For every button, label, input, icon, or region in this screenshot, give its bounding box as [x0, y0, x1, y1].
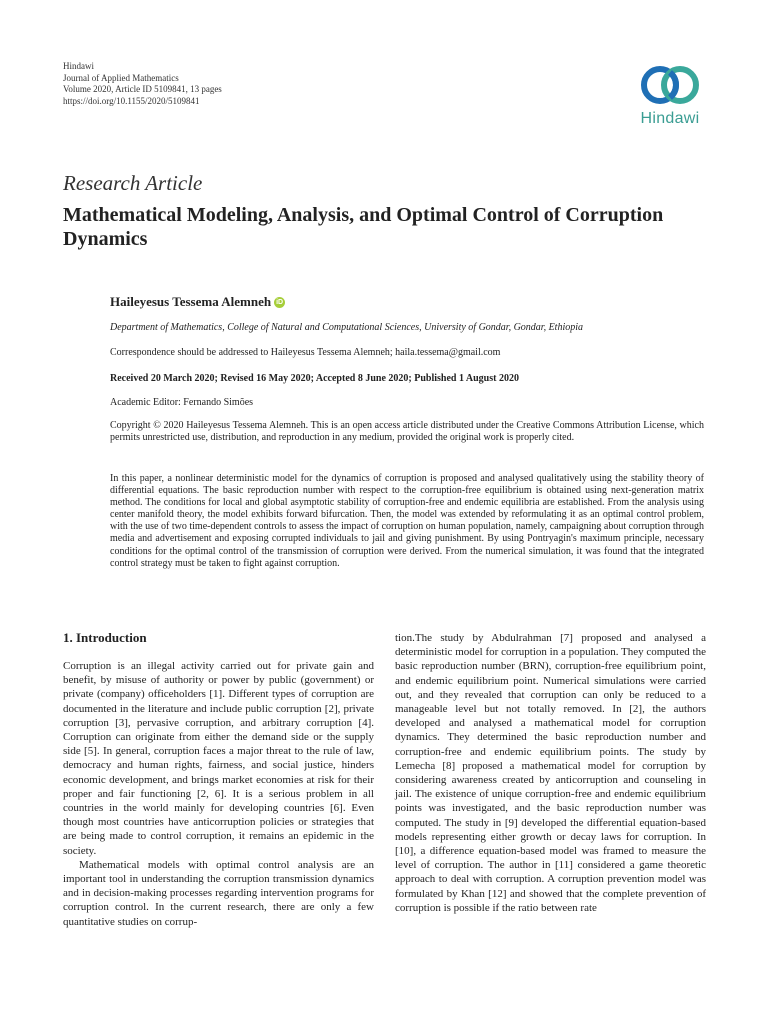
section-heading: 1. Introduction [63, 630, 147, 645]
author-line [110, 294, 285, 310]
correspondence: Correspondence should be addressed to Haileyesus Tessema Alemneh; haila.tessema@gmail.com [110, 347, 501, 358]
body-column-left [63, 659, 374, 929]
academic-editor: Academic Editor: Fernando Simões [110, 397, 254, 408]
body-column-right [395, 631, 706, 915]
paragraph: Corruption is an illegal activity carried out for private gain and benefit, by misuse of authority or power by public (government) or private (company) officeholders [1]. Different types of corruption are documented in the literature and include public corruption [2], private corruption [3], pervasive corruption, and arbitrary corruption [4]. Corruption can originate from either the demand side or the supply side [5]. In general, corruption faces a major threat to the rule of law, democracy and human rights, fairness, and social justice, hinders economic development, and brings market economies at risk for their proper and fair functioning [2, 6]. It is a serious problem in all countries in the world mainly for developing countries [6]. Even though most countries have anticorruption policies or strategies that are being made to control corruption, it remains an epidemic in the society. [63, 660, 374, 857]
copyright-notice: Copyright © 2020 Haileyesus Tessema Alemneh. This is an open access article distributed under the Creative Commons Attribution License, which permits unrestricted use, distribution, and reproduction in any medium, provided the original work is properly cited. [110, 420, 704, 444]
affiliation: Department of Mathematics, College of Natural and Computational Sciences, University of Gondar, Gondar, Ethiopia [110, 322, 584, 333]
abstract: In this paper, a nonlinear deterministic model for the dynamics of corruption is proposed and analysed qualitatively using the stability theory of differential equations. The basic reproduction number with respect to the corruption-free equilibrium is obtained using next-generation matrix method. The conditions for local and global asymptotic stability of corruption-free and endemic equilibria are established. From the analysis using center manifold theory, the model exhibits forward bifurcation. Then, the model was extended by reformulating it as an optimal control problem, with the use of two time-dependent controls to assess the impact of corruption on human population, namely, campaigning about corruption through media and advertisement and exposing corrupted individuals to jail and giving punishment. By using Pontryagin's maximum principle, necessary conditions for the optimal control of the transmission of corruption were derived. From the numerical simulation, it was found that the integrated control strategy must be taken to fight against corruption. [110, 473, 704, 569]
logo-text: Hindawi [640, 110, 700, 127]
journal-meta [63, 61, 222, 107]
article-title: Mathematical Modeling, Analysis, and Optimal Control of Corruption Dynamics [63, 204, 664, 250]
paragraph: Mathematical models with optimal control analysis are an important tool in understanding the corruption transmission dynamics and in decision-making processes regarding intervention programs for corruption control. In the current research, there are only a few quantitative studies on corrup- [63, 858, 374, 928]
orcid-icon[interactable]: iD [276, 298, 284, 306]
article-type: Research Article [63, 171, 203, 195]
author-name[interactable]: Haileyesus Tessema Alemneh [110, 294, 272, 309]
volume-info: Volume 2020, Article ID 5109841, 13 pages [63, 84, 222, 94]
doi-link[interactable]: https://doi.org/10.1155/2020/5109841 [63, 95, 200, 106]
publisher-name: Hindawi [63, 61, 94, 71]
hindawi-rings-icon [638, 62, 702, 108]
paragraph: tion.The study by Abdulrahman [7] proposed and analysed a deterministic model for corruption in a population. They computed the basic reproduction number (BRN), corruption-free equilibrium point, and endemic equilibrium point. Numerical simulations were carried out, and they revealed that corruption can only be reduced to a manageable level but not totally removed. In [2], the authors developed and analysed a mathematical model for corruption dynamics. They determined the basic reproduction number and corruption-free and endemic equilibrium points. The study by Lemecha [8] proposed a mathematical model for corruption by considering awareness created by anticorruption and counseling in jail. The existence of unique corruption-free and endemic equilibrium points was investigated, and the basic reproduction number was computed. The study in [9] developed the differential equation-based models representing either growth or decay laws for corruption. In [10], a difference equation-based model was framed to measure the level of corruption. The author in [11] considered a game theoretic approach to deal with corruption. A corruption prevention model was formulated by Khan [12] and showed that the complete prevention of corruption is possible if the ratio between rate [395, 632, 706, 914]
journal-name: Journal of Applied Mathematics [63, 72, 179, 83]
hindawi-logo[interactable] [628, 62, 712, 132]
publication-dates: Received 20 March 2020; Revised 16 May 2020; Accepted 8 June 2020; Published 1 August 2020 [110, 373, 519, 384]
